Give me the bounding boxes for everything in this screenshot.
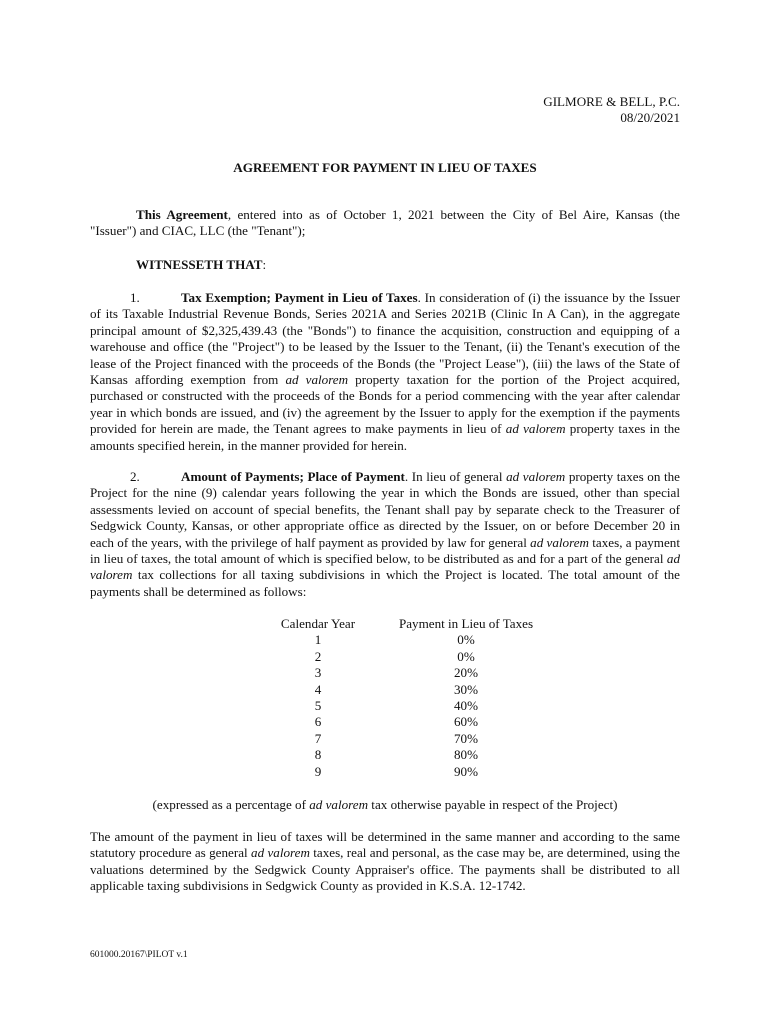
payment-percent-cell: 30% [453, 681, 478, 697]
section-2-text: tax collections for all taxing subdivisions in which the Project is located. The total amount of the payments shall be determined as follows: [90, 567, 680, 599]
intro-text: , entered into as of October 1, 2021 between the City of Bel Aire, Kansas (the "Issuer") and CIAC, LLC (the "Tenant"); [90, 207, 680, 239]
closing-paragraph [90, 829, 680, 895]
section-2-italic: ad valorem [90, 551, 680, 583]
section-2-text: property taxes on the Project for the nine (9) calendar years following the year in which the Bonds are issued, other than special assessments levied on account of special benefits, the Tenant shall pay by separate check to the Treasurer of Sedgwick County, Kansas, or other appropriate office as directed by the Issuer, on or before December 20 in each of the years, with the privilege of half payment as provided by law for general [90, 469, 680, 550]
section-2-text: taxes, a payment in lieu of taxes, the total amount of which is specified below, to be distributed as and for a part of the general [90, 534, 680, 567]
section-2-italic: ad valorem [506, 469, 566, 484]
section-1-italic: ad valorem [505, 421, 566, 437]
section-1-text: . In consideration of (i) the issuance by the Issuer of its Taxable Industrial Revenue Bonds, Series 2021A and Series 2021B (Clinic In A Can), in the aggregate principal amount of $2,325,439.43 (the "Bonds") to finance the acquisition, construction and equipping of a warehouse and office (the "Project") to be leased by the Issuer to the Tenant, (ii) the Tenant's execution of the lease of the Project financed with the proceeds of the Bonds (the "Project Lease"), (iii) the laws of the State of Kansas affording exemption from [90, 290, 680, 388]
witnesseth-suffix: : [262, 257, 267, 272]
section-1-number: 1. [130, 290, 140, 305]
document-title: AGREEMENT FOR PAYMENT IN LIEU OF TAXES [233, 160, 537, 175]
calendar-year-cell: 2 [314, 648, 322, 664]
section-1-text: property taxation for the portion of the Project acquired, purchased or constructed with the proceeds of the Bonds for a period commencing with the year after calendar year in which bonds are issued, and (iv) the agreement by the Issuer to apply for the exemption if the payments provided for herein are made, the Tenant agrees to make payments in lieu of [90, 372, 680, 437]
payment-percent-cell: 90% [453, 763, 478, 779]
table-row [270, 682, 538, 698]
caption-italic: ad valorem [309, 797, 369, 812]
caption-text: (expressed as a percentage of [152, 797, 310, 812]
witnesseth-heading [136, 257, 266, 273]
caption-text: tax otherwise payable in respect of the Project) [368, 797, 618, 812]
column-header-payment: Payment in Lieu of Taxes [398, 616, 534, 631]
calendar-year-cell: 4 [314, 681, 322, 697]
section-2-text: . In lieu of general [404, 469, 507, 484]
section-1-italic: ad valorem [285, 372, 349, 388]
payment-percent-cell: 80% [453, 747, 478, 763]
schedule-caption [0, 797, 770, 813]
calendar-year-cell: 5 [314, 698, 322, 714]
document-date: 08/20/2021 [620, 110, 680, 126]
payment-percent-cell: 0% [457, 648, 475, 664]
section-1-heading: Tax Exemption; Payment in Lieu of Taxes [181, 290, 418, 305]
section-2-heading: Amount of Payments; Place of Payment [181, 469, 405, 484]
calendar-year-cell: 9 [314, 763, 322, 779]
closing-text: taxes, real and personal, as the case may be, are determined, using the valuations determined by the Sedgwick County Appraiser's office. The payments shall be distributed to all applicable taxing subdivisions in Sedgwick County as provided in K.S.A. 12-1742. [90, 845, 680, 894]
section-2-number: 2. [130, 469, 140, 484]
firm-header [543, 94, 680, 127]
table-row [270, 649, 538, 665]
table-row [270, 747, 538, 763]
document-footer-id: 601000.20167\PILOT v.1 [90, 950, 188, 960]
closing-italic: ad valorem [251, 845, 310, 861]
calendar-year-cell: 8 [314, 747, 322, 763]
table-row [270, 665, 538, 681]
payment-schedule-table [270, 616, 538, 780]
table-row [270, 632, 538, 648]
payment-percent-cell: 0% [457, 632, 475, 648]
table-row [270, 764, 538, 780]
calendar-year-cell: 7 [314, 730, 322, 746]
payment-percent-cell: 60% [453, 714, 478, 730]
calendar-year-cell: 1 [314, 632, 322, 648]
table-header-row [270, 616, 538, 632]
payment-percent-cell: 70% [453, 730, 478, 746]
section-2-italic: ad valorem [530, 534, 589, 550]
section-2-paragraph [90, 469, 680, 600]
witnesseth-label: WITNESSETH THAT [136, 257, 263, 272]
payment-percent-cell: 40% [453, 698, 478, 714]
column-header-year: Calendar Year [280, 616, 356, 631]
section-1-text: property taxes in the amounts specified herein, in the manner provided for herein. [90, 421, 680, 453]
table-row [270, 714, 538, 730]
intro-lead: This Agreement [136, 207, 228, 222]
intro-paragraph [90, 207, 680, 240]
calendar-year-cell: 3 [314, 665, 322, 681]
section-1-paragraph [90, 290, 680, 454]
table-row [270, 698, 538, 714]
closing-text: The amount of the payment in lieu of taxes will be determined in the same manner and according to the same statutory procedure as general [90, 829, 680, 861]
firm-name: GILMORE & BELL, P.C. [543, 94, 680, 109]
payment-percent-cell: 20% [453, 665, 478, 681]
calendar-year-cell: 6 [314, 714, 322, 730]
table-row [270, 731, 538, 747]
